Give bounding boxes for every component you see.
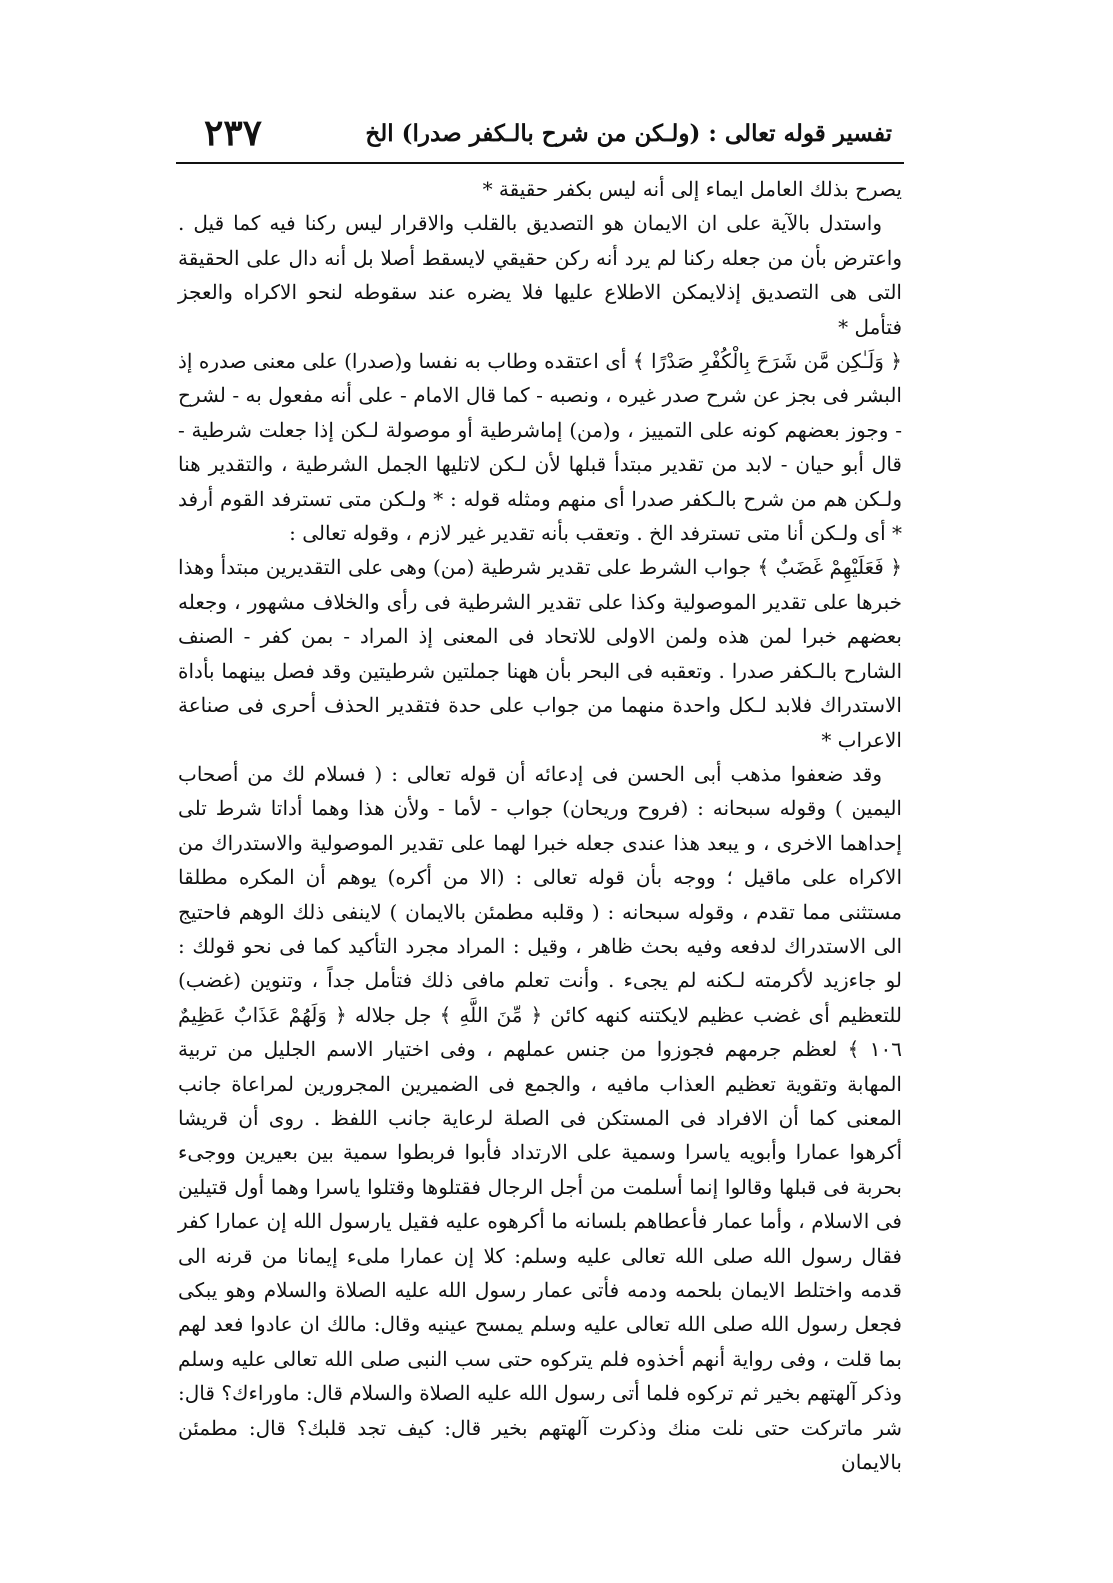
paragraph-2: واستدل بالآية على ان الايمان هو التصديق بالقلب والاقرار ليس ركنا فيه كما قيل . واعترض بأن من جعله ركنا لم يرد أنه ركن حقيقي لايسقط أصلا بل أنه دال على الحقيقة التى هى التصديق إذلايمكن الاطلاع عليها فلا يضره عند سقوطه لنحو الاكراه والعجز فتأمل * bbox=[178, 211, 902, 339]
paragraph-5: وقد ضعفوا مذهب أبى الحسن فى إدعائه أن قوله تعالى : ( فسلام لك من أصحاب اليمين ) وقوله سبحانه : (فروح وريحان) جواب - لأما - ولأن هذا وهما أداتا شرط تلى إحداهما الاخرى ، و يبعد هذا عندى جعله خبرا لهما على تقدير الموصولية والاستدراك من الاكراه على ماقيل ؛ ووجه بأن قوله تعالى : (الا من أكره) يوهم أن المكره مطلقا مستثنى مما تقدم ، وقوله سبحانه : ( وقلبه مطمئن بالايمان ) لاينفى ذلك الوهم فاحتيج الى الاستدراك لدفعه وفيه بحث ظاهر ، وقيل : المراد مجرد التأكيد كما فى نحو قولك : لو جاءزيد لأكرمته لـكنه لم يجىء . وأنت تعلم مافى ذلك فتأمل جداً ، وتنوين (غضب) للتعظيم أى غضب عظيم لايكتنه كنهه كائن ﴿ مِّنَ اللَّهِ ﴾ جل جلاله ﴿ وَلَهُمْ عَذَابٌ عَظِيمٌ ١٠٦ ﴾ لعظم جرمهم فجوزوا من جنس عملهم ، وفى اختيار الاسم الجليل من تربية المهابة وتقوية تعظيم العذاب مافيه ، والجمع فى الضميرين المجرورين لمراعاة جانب المعنى كما أن الافراد فى المستكن فى الصلة لرعاية جانب اللفظ . روى أن قريشا أكرهوا عمارا وأبويه ياسرا وسمية على الارتداد فأبوا فربطوا سمية بين بعيرين ووجىء بحربة فى قبلها وقالوا إنما أسلمت من أجل الرجال فقتلوها وقتلوا ياسرا وهما أول قتيلين فى الاسلام ، وأما عمار فأعطاهم بلسانه ما أكرهوه عليه فقيل يارسول الله إن عمارا كفر فقال رسول الله صلى الله تعالى عليه وسلم: كلا إن عمارا ملىء إيمانا من قرنه الى قدمه واختلط الايمان بلحمه ودمه فأتى عمار رسول الله عليه الصلاة والسلام وهو يبكى فجعل رسول الله صلى الله تعالى عليه وسلم يمسح عينيه وقال: مالك ان عادوا فعد لهم بما قلت ، وفى رواية أنهم أخذوه فلم يتركوه حتى سب النبى صلى الله تعالى عليه وسلم وذكر آلهتهم بخير ثم تركوه فلما أتى رسول الله عليه الصلاة والسلام قال: ماوراءك؟ قال: شر ماتركت حتى نلت منك وذكرت آلهتهم بخير قال: كيف تجد قلبك؟ قال: مطمئن بالايمان bbox=[178, 761, 902, 1475]
body-text bbox=[178, 172, 902, 1479]
running-title: تفسير قوله تعالى : (ولـكن من شرح بالـكفر صدرا) الخ bbox=[365, 120, 892, 147]
paragraph-3: ﴿ وَلَـٰكِن مَّن شَرَحَ بِالْكُفْرِ صَدْرًا ﴾ أى اعتقده وطاب به نفسا و(صدرا) على معنى صدره إذ البشر فى بجز عن شرح صدر غيره ، ونصبه - كما قال الامام - على أنه مفعول به - لشرح - وجوز بعضهم كونه على التمييز ، و(من) إماشرطية أو موصولة لـكن إذا جعلت شرطية - قال أبو حيان - لابد من تقدير مبتدأ قبلها لأن لـكن لاتليها الجمل الشرطية ، والتقدير هنا ولـكن هم من شرح بالـكفر صدرا أى منهم ومثله قوله : * ولـكن متى تسترفد القوم أرفد * أى ولـكن أنا متى تسترفد الخ . وتعقب بأنه تقدير غير لازم ، وقوله تعالى : bbox=[178, 349, 902, 546]
paragraph-1: يصرح بذلك العامل ايماء إلى أنه ليس بكفر حقيقة * bbox=[482, 177, 902, 201]
page-number: ٢٣٧ bbox=[204, 112, 263, 154]
paragraph-4: ﴿ فَعَلَيْهِمْ غَضَبٌ ﴾ جواب الشرط على تقدير شرطية (من) وهى على التقديرين مبتدأ وهذا خبرها على تقدير الموصولية وكذا على تقدير الشرطية فى رأى والخلاف مشهور ، وجعله بعضهم خبرا لمن هذه ولمن الاولى للاتحاد فى المعنى إذ المراد - بمن كفر - الصنف الشارح بالـكفر صدرا . وتعقبه فى البحر بأن ههنا جملتين شرطيتين وقد فصل بينهما بأداة الاستدراك فلابد لـكل واحدة منهما من جواب على حدة فتقدير الحذف أحرى فى صناعة الاعراب * bbox=[178, 555, 902, 752]
header-rule bbox=[176, 162, 904, 164]
page-header bbox=[178, 110, 900, 160]
